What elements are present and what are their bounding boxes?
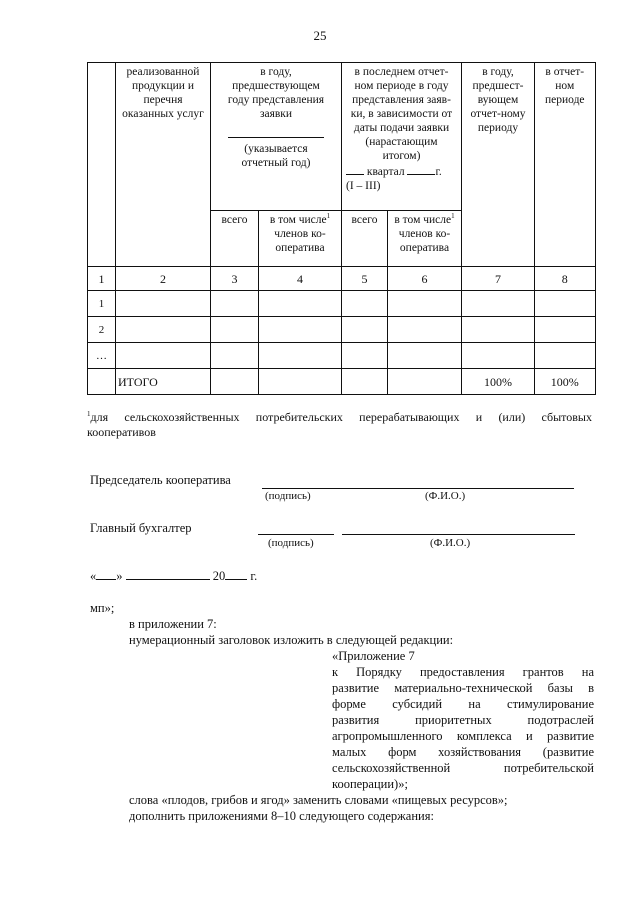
quarter-range: (I – III) [346,180,381,192]
table-row [88,317,596,343]
words-replace-text: слова «плодов, грибов и ягод» заменить словами «пищевых ресурсов»; [129,793,508,807]
prev-year-label: в году, предшествующем году представления заявки [227,66,325,120]
appendix-block [332,648,594,792]
footnote-line1: $^1$для сельскохозяйственных потребительских перерабатывающих и (или) сбытовых [87,410,592,424]
last-period-label: в последнем отчет-ном периоде в году представления заяв-ки, в зависимости от даты подачи заявки (нарастающим итогом) [350,66,453,162]
prev-year-note: (указывается отчетный год) [241,143,311,169]
quarter-label: квартал [366,166,405,178]
col-num-cell: 3 [211,267,259,291]
total-label: ИТОГО [116,369,211,395]
in-appendix-text: в приложении 7: [129,617,217,631]
col-num-cell: 8 [535,267,596,291]
sub-members-cell: в том числе$^1$ членов ко-оператива [259,211,342,267]
table-row [88,343,596,369]
header-cell-1 [88,63,116,267]
appendix-line: агропромышленного комплекса и развитие [332,729,594,743]
sub-total-cell: всего [211,211,259,267]
accountant-name-caption: (Ф.И.О.) [430,537,471,549]
total-row [88,369,596,395]
table-row [88,291,596,317]
accountant-signature-line [258,534,334,535]
statistics-table [87,62,596,395]
chairman-name-caption: (Ф.И.О.) [425,490,466,502]
col-num-cell: 2 [116,267,211,291]
chairman-signature-line [262,488,574,489]
year-blank [228,125,324,138]
chairman-signature-caption: (подпись) [265,490,311,502]
header-change-text: нумерационный заголовок изложить в следующей редакции: [129,633,454,647]
header-cell-last-period [342,63,462,211]
row-number: … [88,343,116,369]
appendix-line: к Порядку предоставления грантов на [332,665,594,679]
footnote-line2: кооперативов [87,425,156,439]
appendix-line: кооперации)»; [332,777,408,791]
col-num-cell: 6 [388,267,462,291]
col-num-cell: 4 [259,267,342,291]
date-line: « » 20 г. [90,569,258,583]
year-suffix-label: г. [435,166,442,178]
total-col7: 100% [462,369,535,395]
col-num-cell: 1 [88,267,116,291]
appendix-title: «Приложение 7 [332,649,415,663]
header-cell-col8: в отчет-ном периоде [535,63,596,267]
header-cell-prev-year [211,63,342,211]
add-appendices-text: дополнить приложениями 8–10 следующего содержания: [129,809,434,823]
header-cell-product: реализованной продукции и перечня оказанных услуг [116,63,211,267]
chairman-label: Председатель кооператива [90,473,231,487]
column-number-row [88,267,596,291]
accountant-name-line [342,534,575,535]
mp-text: мп»; [90,601,115,615]
appendix-line: сельскохозяйственной потребительской [332,761,594,775]
accountant-signature-caption: (подпись) [268,537,314,549]
page-number: 25 [313,28,327,43]
row-number: 1 [88,291,116,317]
footnote-mark: 1 [87,410,91,418]
col-num-cell: 7 [462,267,535,291]
row-number: 2 [88,317,116,343]
appendix-line: развития приоритетных подотраслей [332,713,594,727]
sub-members-cell-2: в том числе$^1$ членов ко-оператива [388,211,462,267]
total-col8: 100% [535,369,596,395]
col-num-cell: 5 [342,267,388,291]
header-cell-col7: в году, предшест-вующем отчет-ному периоду [462,63,535,267]
appendix-line: форме субсидий на стимулирование [332,697,594,711]
accountant-label: Главный бухгалтер [90,521,192,535]
sub-total-cell-2: всего [342,211,388,267]
appendix-line: развитие материально-технической базы в [332,681,594,695]
table-header-row [88,63,596,211]
appendix-line: малых форм хозяйствования (развитие [332,745,594,759]
